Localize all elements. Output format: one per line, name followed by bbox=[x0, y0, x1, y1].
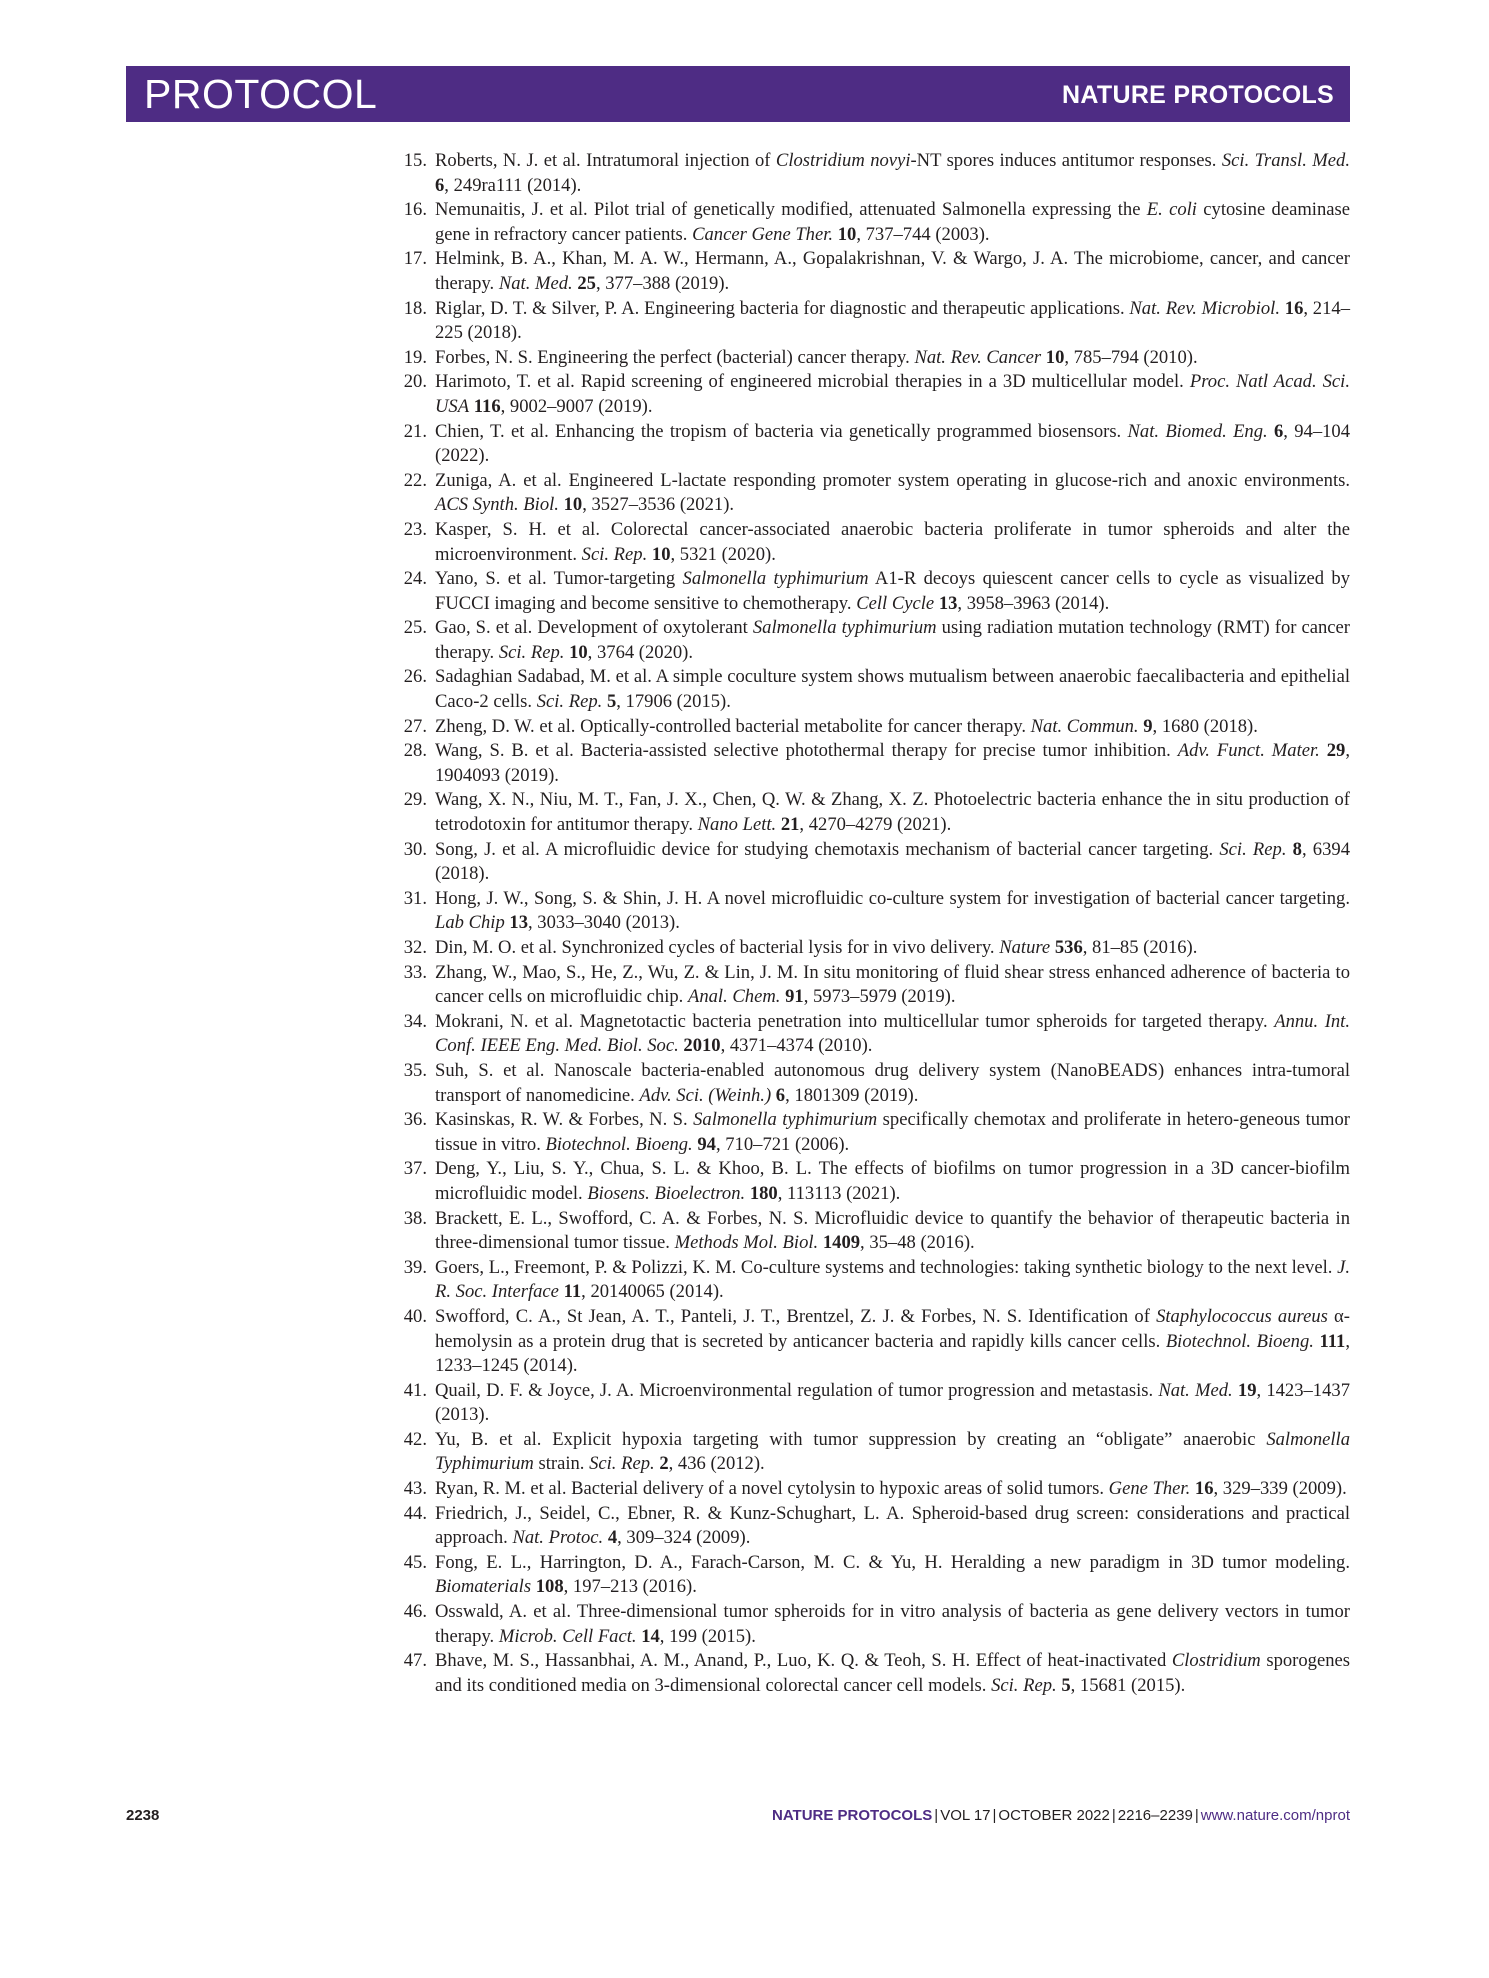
reference-text: , 35–48 (2016). bbox=[860, 1232, 975, 1254]
reference-text: Mokrani, N. et al. Magnetotactic bacteria penetration into multicellular tumor spheroids for targeted therapy. bbox=[435, 1010, 1275, 1032]
reference-text: , 94–104 (2022). bbox=[435, 420, 1351, 467]
reference-item bbox=[393, 838, 1350, 887]
reference-item bbox=[393, 616, 1350, 665]
reference-item bbox=[393, 1502, 1350, 1551]
reference-text: strain. bbox=[533, 1453, 590, 1475]
reference-text: , 4270–4279 (2021). bbox=[799, 814, 952, 836]
reference-volume: 10 bbox=[1045, 346, 1065, 368]
reference-volume: 91 bbox=[785, 986, 804, 1008]
reference-text: Fong, E. L., Harrington, D. A., Farach-Carson, M. C. & Yu, H. Heralding a new paradigm in 3D tumor modeling. bbox=[435, 1551, 1350, 1573]
reference-number: 16. bbox=[403, 199, 427, 221]
reference-italic-text: Cell Cycle bbox=[856, 592, 935, 614]
reference-number: 37. bbox=[403, 1158, 427, 1180]
reference-text: Song, J. et al. A microfluidic device for studying chemotaxis mechanism of bacterial cancer targeting. bbox=[435, 838, 1220, 860]
reference-text: sporogenes and its conditioned media on 3-dimensional colorectal cancer cell models. bbox=[435, 1650, 1350, 1696]
reference-text: , 436 (2012). bbox=[668, 1453, 765, 1475]
reference-number: 22. bbox=[403, 469, 427, 491]
reference-italic-text: Adv. Funct. Mater. bbox=[1177, 740, 1320, 762]
reference-volume: 116 bbox=[473, 395, 501, 417]
reference-item bbox=[393, 1108, 1350, 1157]
reference-item bbox=[393, 936, 1350, 961]
reference-text: , 3958–3963 (2014). bbox=[957, 592, 1110, 614]
reference-italic-text: Clostridium novyi bbox=[775, 150, 911, 171]
reference-item bbox=[393, 961, 1350, 1010]
reference-number: 32. bbox=[403, 937, 427, 958]
reference-text: Zuniga, A. et al. Engineered L-lactate responding promoter system operating in glucose-rich and anoxic environments. bbox=[435, 469, 1350, 491]
reference-number: 18. bbox=[403, 297, 427, 319]
reference-item bbox=[393, 1256, 1350, 1305]
page-number: 2238 bbox=[126, 1807, 160, 1824]
reference-text: , 81–85 (2016). bbox=[1082, 937, 1198, 958]
reference-number: 47. bbox=[403, 1650, 427, 1672]
reference-text: -NT spores induces antitumor responses. bbox=[910, 150, 1222, 171]
reference-text: , 249ra111 (2014). bbox=[444, 174, 582, 196]
reference-text: Ryan, R. M. et al. Bacterial delivery of a novel cytolysin to hypoxic areas of solid tumors. bbox=[435, 1478, 1109, 1500]
reference-text: , 199 (2015). bbox=[659, 1625, 756, 1647]
reference-italic-text: Sci. Rep. bbox=[589, 1453, 655, 1475]
reference-number: 46. bbox=[403, 1601, 427, 1623]
reference-volume: 2010 bbox=[683, 1035, 721, 1057]
reference-volume: 9 bbox=[1143, 715, 1153, 737]
reference-text: , 1801309 (2019). bbox=[785, 1084, 919, 1106]
reference-number: 39. bbox=[403, 1256, 427, 1278]
reference-italic-text: Nat. Med. bbox=[498, 272, 573, 294]
footer-separator: | bbox=[1194, 1807, 1199, 1824]
reference-text: Forbes, N. S. Engineering the perfect (bacterial) cancer therapy. bbox=[435, 346, 915, 368]
footer-separator: | bbox=[1111, 1807, 1116, 1824]
reference-italic-text: Sci. Rep. bbox=[581, 543, 648, 565]
reference-volume: 2 bbox=[659, 1453, 669, 1475]
reference-italic-text: Salmonella typhimurium bbox=[752, 617, 937, 639]
reference-italic-text: Nature bbox=[999, 937, 1051, 958]
header-bar bbox=[126, 66, 1350, 122]
reference-italic-text: ACS Synth. Biol. bbox=[435, 494, 559, 516]
reference-italic-text: Salmonella Typhimurium bbox=[435, 1428, 1350, 1475]
reference-number: 20. bbox=[403, 371, 427, 393]
reference-number: 15. bbox=[403, 150, 427, 171]
reference-italic-text: Nat. Med. bbox=[1158, 1379, 1233, 1401]
reference-number: 23. bbox=[403, 518, 427, 540]
reference-text: specifically chemotax and proliferate in hetero-geneous tumor tissue in vitro. bbox=[435, 1109, 1351, 1155]
reference-item bbox=[393, 420, 1350, 469]
reference-text: , 197–213 (2016). bbox=[563, 1576, 697, 1598]
reference-italic-text: Adv. Sci. (Weinh.) bbox=[639, 1084, 772, 1106]
reference-text: Gao, S. et al. Development of oxytolerant bbox=[435, 617, 753, 639]
reference-item bbox=[393, 665, 1350, 714]
reference-text: , 6394 (2018). bbox=[435, 838, 1350, 885]
reference-text: , 329–339 (2009). bbox=[1213, 1478, 1347, 1500]
reference-text: Swofford, C. A., St Jean, A. T., Panteli, J. T., Brentzel, Z. J. & Forbes, N. S. Identification of bbox=[435, 1305, 1157, 1327]
reference-text: , 1904093 (2019). bbox=[435, 740, 1350, 786]
reference-volume: 25 bbox=[577, 272, 596, 294]
reference-text: , 377–388 (2019). bbox=[595, 272, 730, 294]
reference-number: 31. bbox=[403, 887, 427, 909]
reference-number: 45. bbox=[403, 1551, 427, 1573]
reference-text: Yano, S. et al. Tumor-targeting bbox=[435, 568, 683, 590]
footer-citation bbox=[772, 1807, 1350, 1824]
reference-italic-text: Nat. Protoc. bbox=[512, 1527, 604, 1549]
footer-separator: | bbox=[934, 1807, 939, 1824]
reference-number: 36. bbox=[403, 1109, 427, 1131]
reference-text: , 3764 (2020). bbox=[587, 641, 694, 663]
reference-italic-text: Microb. Cell Fact. bbox=[498, 1625, 637, 1647]
reference-number: 44. bbox=[403, 1502, 427, 1524]
reference-text: , 5321 (2020). bbox=[670, 543, 776, 565]
reference-text: Zheng, D. W. et al. Optically-controlled bacterial metabolite for cancer therapy. bbox=[435, 715, 1031, 737]
reference-number: 38. bbox=[403, 1207, 427, 1229]
reference-item bbox=[393, 788, 1350, 837]
reference-italic-text: Gene Ther. bbox=[1108, 1478, 1191, 1500]
reference-text: A1-R decoys quiescent cancer cells to cycle as visualized by FUCCI imaging and become sensitive to chemotherapy. bbox=[435, 568, 1351, 614]
reference-italic-text: Sci. Rep. bbox=[498, 641, 565, 663]
reference-text: Suh, S. et al. Nanoscale bacteria-enabled autonomous drug delivery system (NanoBEADS) enhances intra-tumoral transport of nanomedicine. bbox=[435, 1059, 1350, 1106]
reference-italic-text: Sci. Rep. bbox=[536, 691, 603, 713]
reference-volume: 180 bbox=[749, 1182, 778, 1204]
reference-text: , 785–794 (2010). bbox=[1064, 346, 1198, 368]
reference-text: , 15681 (2015). bbox=[1070, 1674, 1186, 1696]
reference-text: , 3527–3536 (2021). bbox=[582, 494, 735, 516]
reference-text: Harimoto, T. et al. Rapid screening of engineered microbial therapies in a 3D multicellular model. bbox=[435, 371, 1190, 393]
reference-item bbox=[393, 887, 1350, 936]
reference-text: Wang, S. B. et al. Bacteria-assisted selective photothermal therapy for precise tumor inhibition. bbox=[435, 740, 1178, 762]
reference-text: Quail, D. F. & Joyce, J. A. Microenvironmental regulation of tumor progression and metastasis. bbox=[435, 1379, 1159, 1401]
reference-item bbox=[393, 346, 1350, 371]
reference-number: 41. bbox=[403, 1379, 427, 1401]
reference-item bbox=[393, 739, 1350, 788]
reference-text: Helmink, B. A., Khan, M. A. W., Hermann, A., Gopalakrishnan, V. & Wargo, J. A. The microbiome, cancer, and cancer therapy. bbox=[435, 248, 1350, 294]
reference-italic-text: Lab Chip bbox=[435, 912, 505, 934]
reference-text: , 5973–5979 (2019). bbox=[803, 986, 956, 1008]
reference-volume: 16 bbox=[1194, 1478, 1214, 1500]
reference-item bbox=[393, 370, 1350, 419]
reference-volume: 1409 bbox=[822, 1232, 861, 1254]
reference-number: 43. bbox=[403, 1478, 427, 1500]
reference-volume: 13 bbox=[509, 912, 528, 934]
reference-item bbox=[393, 1305, 1350, 1379]
reference-text: cytosine deaminase gene in refractory cancer patients. bbox=[435, 199, 1350, 245]
reference-volume: 8 bbox=[1292, 838, 1302, 860]
reference-item bbox=[393, 1157, 1350, 1206]
reference-italic-text: Sci. Rep. bbox=[1219, 838, 1287, 860]
reference-volume: 29 bbox=[1326, 740, 1346, 762]
reference-text: Bhave, M. S., Hassanbhai, A. M., Anand, P., Luo, K. Q. & Teoh, S. H. Effect of heat-inactivated bbox=[435, 1650, 1172, 1672]
reference-text: Sadaghian Sadabad, M. et al. A simple coculture system shows mutualism between anaerobic faecalibacteria and epithelial Caco-2 cells. bbox=[435, 666, 1350, 713]
journal-label: NATURE PROTOCOLS bbox=[1062, 81, 1334, 109]
reference-text: Kasinskas, R. W. & Forbes, N. S. bbox=[435, 1109, 694, 1131]
reference-italic-text: J. R. Soc. Interface bbox=[435, 1256, 1350, 1303]
reference-text: Roberts, N. J. et al. Intratumoral injection of bbox=[435, 150, 776, 171]
reference-number: 25. bbox=[403, 617, 427, 639]
reference-item bbox=[393, 1059, 1350, 1108]
reference-italic-text: Biotechnol. Bioeng. bbox=[545, 1133, 693, 1155]
reference-text: , 20140065 (2014). bbox=[581, 1281, 724, 1303]
reference-volume: 5 bbox=[1061, 1674, 1071, 1696]
reference-number: 30. bbox=[403, 838, 427, 860]
reference-text: Wang, X. N., Niu, M. T., Fan, J. X., Chen, Q. W. & Zhang, X. Z. Photoelectric bacteria enhance the in situ production of tetrodotoxin for antitumor therapy. bbox=[435, 789, 1350, 836]
reference-text: , 113113 (2021). bbox=[777, 1182, 901, 1204]
reference-item bbox=[393, 469, 1350, 518]
reference-number: 19. bbox=[403, 346, 427, 368]
reference-volume: 6 bbox=[1273, 420, 1284, 442]
reference-volume: 4 bbox=[607, 1527, 618, 1549]
reference-text: Yu, B. et al. Explicit hypoxia targeting with tumor suppression by creating an “obligate” anaerobic bbox=[435, 1428, 1267, 1450]
reference-italic-text: Nat. Rev. Cancer bbox=[914, 346, 1042, 368]
reference-text: Din, M. O. et al. Synchronized cycles of bacterial lysis for in vivo delivery. bbox=[435, 937, 1000, 958]
reference-volume: 10 bbox=[569, 641, 588, 663]
reference-item bbox=[393, 1600, 1350, 1649]
footer-separator: | bbox=[992, 1807, 997, 1824]
reference-number: 29. bbox=[403, 789, 427, 811]
reference-italic-text: Nat. Commun. bbox=[1030, 715, 1139, 737]
reference-text: Nemunaitis, J. et al. Pilot trial of genetically modified, attenuated Salmonella expressing the bbox=[435, 199, 1147, 221]
reference-volume: 10 bbox=[651, 543, 671, 565]
reference-volume: 16 bbox=[1284, 297, 1304, 319]
reference-volume: 111 bbox=[1319, 1330, 1346, 1352]
reference-text: Deng, Y., Liu, S. Y., Chua, S. L. & Khoo, B. L. The effects of biofilms on tumor progression in a 3D cancer-biofilm microfluidic model. bbox=[435, 1158, 1350, 1204]
reference-italic-text: Salmonella typhimurium bbox=[693, 1109, 878, 1131]
reference-text: , 9002–9007 (2019). bbox=[500, 395, 653, 417]
footer-url-link[interactable]: www.nature.com/nprot bbox=[1200, 1807, 1350, 1824]
reference-italic-text: Methods Mol. Biol. bbox=[674, 1232, 819, 1254]
footer-issue: OCTOBER 2022 bbox=[998, 1807, 1110, 1824]
reference-number: 26. bbox=[403, 666, 427, 688]
reference-text: Friedrich, J., Seidel, C., Ebner, R. & Kunz-Schughart, L. A. Spheroid-based drug screen: considerations and practical approach. bbox=[435, 1502, 1350, 1549]
reference-item bbox=[393, 1428, 1350, 1477]
reference-text: , 309–324 (2009). bbox=[617, 1527, 751, 1549]
reference-text: , 710–721 (2006). bbox=[715, 1133, 850, 1155]
reference-text: Chien, T. et al. Enhancing the tropism of bacteria via genetically programmed biosensors. bbox=[435, 420, 1128, 442]
reference-number: 21. bbox=[403, 420, 427, 442]
reference-text: , 1233–1245 (2014). bbox=[435, 1330, 1350, 1377]
reference-item bbox=[393, 297, 1350, 346]
reference-item bbox=[393, 518, 1350, 567]
reference-text bbox=[1320, 740, 1327, 761]
reference-italic-text: Proc. Natl Acad. Sci. USA bbox=[435, 371, 1350, 417]
reference-volume: 6 bbox=[775, 1084, 786, 1106]
reference-text: , 3033–3040 (2013). bbox=[528, 912, 680, 934]
reference-text: Riglar, D. T. & Silver, P. A. Engineering bacteria for diagnostic and therapeutic applications. bbox=[435, 297, 1130, 319]
reference-text: , 214–225 (2018). bbox=[435, 297, 1350, 344]
reference-italic-text: Biosens. Bioelectron. bbox=[587, 1182, 746, 1204]
reference-item bbox=[393, 1477, 1350, 1502]
reference-italic-text: Sci. Transl. Med. bbox=[1221, 150, 1350, 171]
reference-item bbox=[393, 1649, 1350, 1698]
reference-text: Hong, J. W., Song, S. & Shin, J. H. A novel microfluidic co-culture system for investigation of bacterial cancer targeting. bbox=[435, 887, 1350, 909]
section-label: PROTOCOL bbox=[144, 71, 378, 117]
reference-text: Goers, L., Freemont, P. & Polizzi, K. M. Co-culture systems and technologies: taking synthetic biology to the next level. bbox=[435, 1256, 1338, 1278]
reference-italic-text: Annu. Int. Conf. IEEE Eng. Med. Biol. Soc. bbox=[435, 1010, 1350, 1057]
reference-item bbox=[393, 247, 1350, 296]
reference-italic-text: Biotechnol. Bioeng. bbox=[1165, 1330, 1314, 1352]
reference-text: Osswald, A. et al. Three-dimensional tumor spheroids for in vitro analysis of bacteria as gene delivery vectors in tumor therapy. bbox=[435, 1601, 1350, 1647]
reference-text: Zhang, W., Mao, S., He, Z., Wu, Z. & Lin, J. M. In situ monitoring of fluid shear stress enhanced adherence of bacteria to cancer cells on microfluidic chip. bbox=[435, 961, 1350, 1008]
reference-number: 40. bbox=[403, 1305, 427, 1327]
reference-italic-text: Cancer Gene Ther. bbox=[692, 223, 834, 245]
reference-number: 17. bbox=[403, 248, 427, 270]
reference-volume: 10 bbox=[837, 223, 857, 245]
reference-item bbox=[393, 567, 1350, 616]
reference-item bbox=[393, 1207, 1350, 1256]
reference-volume: 536 bbox=[1054, 937, 1083, 958]
reference-volume: 108 bbox=[535, 1576, 564, 1598]
reference-volume: 10 bbox=[563, 494, 583, 516]
reference-item bbox=[393, 715, 1350, 740]
reference-text: Brackett, E. L., Swofford, C. A. & Forbes, N. S. Microfluidic device to quantify the behavior of therapeutic bacteria in three-dimensional tumor tissue. bbox=[435, 1207, 1350, 1254]
reference-italic-text: Nat. Biomed. Eng. bbox=[1127, 420, 1268, 442]
reference-item bbox=[393, 198, 1350, 247]
reference-italic-text: Sci. Rep. bbox=[991, 1674, 1057, 1696]
reference-list bbox=[393, 149, 1350, 1698]
reference-text: , 1680 (2018). bbox=[1152, 715, 1258, 737]
reference-number: 28. bbox=[403, 740, 427, 762]
reference-italic-text: Anal. Chem. bbox=[687, 986, 781, 1008]
page-footer bbox=[126, 1807, 1350, 1831]
footer-volume: VOL 17 bbox=[940, 1807, 991, 1824]
reference-number: 35. bbox=[403, 1059, 427, 1081]
reference-italic-text: Nano Lett. bbox=[697, 814, 777, 836]
reference-number: 42. bbox=[403, 1428, 427, 1450]
reference-text: , 4371–4374 (2010). bbox=[720, 1035, 873, 1057]
reference-italic-text: Staphylococcus aureus bbox=[1156, 1305, 1328, 1327]
reference-text: α-hemolysin as a protein drug that is secreted by anticancer bacteria and rapidly kills cancer cells. bbox=[435, 1305, 1350, 1352]
reference-text: Kasper, S. H. et al. Colorectal cancer-associated anaerobic bacteria proliferate in tumor spheroids and alter the microenvironment. bbox=[435, 518, 1350, 565]
reference-item bbox=[393, 1010, 1350, 1059]
footer-journal: NATURE PROTOCOLS bbox=[771, 1807, 933, 1824]
reference-italic-text: Biomaterials bbox=[435, 1576, 532, 1598]
reference-number: 24. bbox=[403, 568, 427, 590]
reference-volume: 14 bbox=[641, 1625, 660, 1647]
reference-item bbox=[393, 1551, 1350, 1600]
reference-text: , 17906 (2015). bbox=[616, 691, 731, 713]
reference-volume: 11 bbox=[563, 1281, 582, 1303]
footer-pages: 2216–2239 bbox=[1117, 1807, 1193, 1824]
reference-item bbox=[393, 1379, 1350, 1428]
reference-volume: 21 bbox=[780, 814, 800, 836]
reference-number: 33. bbox=[403, 961, 427, 983]
reference-volume: 19 bbox=[1237, 1379, 1257, 1401]
reference-italic-text: Clostridium bbox=[1171, 1650, 1261, 1672]
reference-volume: 13 bbox=[938, 592, 958, 614]
reference-number: 34. bbox=[403, 1010, 427, 1032]
reference-text: , 737–744 (2003). bbox=[856, 223, 990, 245]
reference-volume: 94 bbox=[697, 1133, 716, 1155]
reference-italic-text: E. coli bbox=[1146, 199, 1197, 221]
reference-number: 27. bbox=[403, 715, 427, 737]
reference-italic-text: Nat. Rev. Microbiol. bbox=[1129, 297, 1280, 319]
reference-text: , 1423–1437 (2013). bbox=[435, 1379, 1350, 1426]
reference-italic-text: Salmonella typhimurium bbox=[682, 568, 869, 590]
reference-volume: 6 bbox=[435, 174, 445, 196]
reference-volume: 5 bbox=[606, 691, 617, 713]
reference-text: using radiation mutation technology (RMT) for cancer therapy. bbox=[435, 617, 1351, 663]
reference-item bbox=[393, 149, 1350, 198]
